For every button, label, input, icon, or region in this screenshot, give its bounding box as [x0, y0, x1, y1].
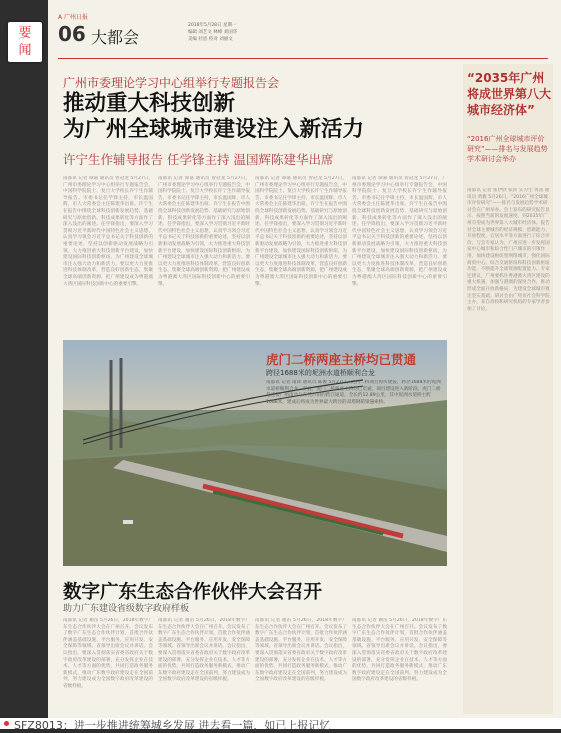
masthead-tag: A 广州日报 [58, 14, 89, 21]
page-number: 06 [58, 22, 86, 46]
sidebar-subheadline: “2016广州全球城市评价研究”——排名与发展趋势学术研讨会举办 [467, 135, 548, 163]
photo-caption-subtitle: 跨径1688米的坭洲水道桥顺利合龙 [266, 369, 375, 377]
lead-body-col4: 南都讯 记者 谭嘉 通讯员 曾冠龙 5月27日，广州市委理论学习中心组举行专题报告会，中国科学院院士、复旦大学校长许宁生作辅导报告。市委书记任学锋主持，市长温国辉，市人大常委会主任陈建华出席。许宁生在报告中围绕全球科技创新发展趋势、基础研究与原始创新、科技成果转化等方面作了深入浅出的阐述。任学锋指出，要深入学习贯彻习近平新时代中国特色社会主义思想，认真学习领会习近平总书记关于科技创新的重要论述，坚持以创新驱动发展战略为引领，大力推进重大科技创新平台建设，加快建设国际科技创新枢纽，为广州建设全球城市注入强大动力和新活力。要以更大力度推进科技体制改革，营造良好创新生态，集聚全球高端创新资源，把广州建设成为粤港澳大湾区国际科技创新中心的重要引擎。 [352, 176, 447, 287]
lead-kicker: 广州市委理论学习中心组举行专题报告会 [63, 76, 280, 90]
page-meta-design: 美编 杜恩 校对 刘丽文 [188, 37, 233, 42]
bottom-status-text[interactable]: SFZ8013：进一步推进统筹城乡发展 进去看一篇，如已上报记忆 [14, 719, 331, 732]
page-header [58, 8, 548, 56]
second-subheadline: 助力广东建设省级数字政府样板 [63, 604, 190, 614]
page-meta-date: 2018年5月28日 星期一 [188, 23, 237, 28]
second-body-col3: 南都讯 记者 谢苗 5月26日，2018年数字广东生态合作伙伴大会在广州召开。会议发布了数字广东生态合作伙伴计划，首批合作伙伴涵盖基础设施、平台服务、应用开发、安全保障等领域。省领导出席会议并讲话。会议指出，要深入贯彻落实省委省政府关于数字政府改革建设的部署，充分发挥企业在技术、人才等方面的优势，共同打造政务服务新模式，推动广东数字政府建设走在全国前列，努力建设成为全国数字政府改革建设的省级样板。 [255, 618, 347, 683]
photo-caption-title: 虎门二桥两座主桥均已贯通 [266, 352, 417, 367]
section-badge[interactable] [8, 22, 42, 62]
sidebar-article [463, 64, 553, 714]
lead-headline [63, 91, 364, 143]
second-headline: 数字广东生态合作伙伴大会召开 [63, 582, 323, 603]
lead-headline-line2: 为广州全球城市建设注入新活力 [63, 117, 365, 142]
newspaper-page [48, 0, 561, 718]
second-body-col4: 南都讯 记者 谢苗 5月26日，2018年数字广东生态合作伙伴大会在广州召开。会议发布了数字广东生态合作伙伴计划，首批合作伙伴涵盖基础设施、平台服务、应用开发、安全保障等领域。省领导出席会议并讲话。会议指出，要深入贯彻落实省委省政府关于数字政府改革建设的部署，充分发挥企业在技术、人才等方面的优势，共同打造政务服务新模式，推动广东数字政府建设走在全国前列，努力建设成为全国数字政府改革建设的省级样板。 [352, 618, 447, 683]
status-dot-icon [4, 721, 9, 726]
bottom-status-bar [0, 718, 561, 732]
lead-body-col2: 南都讯 记者 谭嘉 通讯员 曾冠龙 5月27日，广州市委理论学习中心组举行专题报告会，中国科学院院士、复旦大学校长许宁生作辅导报告。市委书记任学锋主持，市长温国辉，市人大常委会主任陈建华出席。许宁生在报告中围绕全球科技创新发展趋势、基础研究与原始创新、科技成果转化等方面作了深入浅出的阐述。任学锋指出，要深入学习贯彻习近平新时代中国特色社会主义思想，认真学习领会习近平总书记关于科技创新的重要论述，坚持以创新驱动发展战略为引领，大力推进重大科技创新平台建设，加快建设国际科技创新枢纽，为广州建设全球城市注入强大动力和新活力。要以更大力度推进科技体制改革，营造良好创新生态，集聚全球高端创新资源，把广州建设成为粤港澳大湾区国际科技创新中心的重要引擎。 [158, 176, 250, 287]
left-rail [0, 0, 48, 729]
lead-body-col1: 南都讯 记者 谭嘉 通讯员 曾冠龙 5月27日，广州市委理论学习中心组举行专题报告会，中国科学院院士、复旦大学校长许宁生作辅导报告。市委书记任学锋主持，市长温国辉，市人大常委会主任陈建华出席。许宁生在报告中围绕全球科技创新发展趋势、基础研究与原始创新、科技成果转化等方面作了深入浅出的阐述。任学锋指出，要深入学习贯彻习近平新时代中国特色社会主义思想，认真学习领会习近平总书记关于科技创新的重要论述，坚持以创新驱动发展战略为引领，大力推进重大科技创新平台建设，加快建设国际科技创新枢纽，为广州建设全球城市注入强大动力和新活力。要以更大力度推进科技体制改革，营造良好创新生态，集聚全球高端创新资源，把广州建设成为粤港澳大湾区国际科技创新中心的重要引擎。 [63, 176, 153, 287]
bridge-photo [63, 340, 447, 566]
lead-subheadline: 许宁生作辅导报告 任学锋主持 温国辉陈建华出席 [63, 152, 334, 167]
second-body-col2: 南都讯 记者 谢苗 5月26日，2018年数字广东生态合作伙伴大会在广州召开。会议发布了数字广东生态合作伙伴计划，首批合作伙伴涵盖基础设施、平台服务、应用开发、安全保障等领域。省领导出席会议并讲话。会议指出，要深入贯彻落实省委省政府关于数字政府改革建设的部署，充分发挥企业在技术、人才等方面的优势，共同打造政务服务新模式，推动广东数字政府建设走在全国前列，努力建设成为全国数字政府改革建设的省级样板。 [158, 618, 250, 683]
lead-body-col3: 南都讯 记者 谭嘉 通讯员 曾冠龙 5月27日，广州市委理论学习中心组举行专题报告会，中国科学院院士、复旦大学校长许宁生作辅导报告。市委书记任学锋主持，市长温国辉，市人大常委会主任陈建华出席。许宁生在报告中围绕全球科技创新发展趋势、基础研究与原始创新、科技成果转化等方面作了深入浅出的阐述。任学锋指出，要深入学习贯彻习近平新时代中国特色社会主义思想，认真学习领会习近平总书记关于科技创新的重要论述，坚持以创新驱动发展战略为引领，大力推进重大科技创新平台建设，加快建设国际科技创新枢纽，为广州建设全球城市注入强大动力和新活力。要以更大力度推进科技体制改革，营造良好创新生态，集聚全球高端创新资源，把广州建设成为粤港澳大湾区国际科技创新中心的重要引擎。 [255, 176, 347, 287]
page-meta-editors: 编辑 刘艺文 林峰 刘国华 [188, 30, 238, 35]
bridge-illustration [63, 340, 447, 566]
section-badge-label: 要闻 [18, 26, 32, 58]
page-meta [188, 22, 308, 43]
section-title: 大都会 [91, 28, 140, 47]
lead-headline-line1: 推动重大科技创新 [63, 91, 236, 116]
sidebar-headline: “2035年广州将成世界第八大城市经济体” [467, 71, 552, 117]
photo-caption-body: 南都讯 记者 南锋 通讯员 陈俊 5月27日，虎门二桥项目再传捷报，跨径1688米的坭洲水道桥顺利合龙。至此，虎门二桥两座主桥均已贯通，项目建设进入新阶段。虎门二桥是连接广州南沙与东莞沙田的跨江通道，全长约12.89公里，其中坭洲水道桥主跨1688米，建成后将成为世界最大跨径的双塔钢箱梁悬索桥。 [266, 380, 441, 405]
sidebar-body: 南都讯 记者 张伊欣 张沛 实习生 黄茜 通讯员 黄雅 5月26日，“2016广州全球城市评价研究”——排名与发展趋势学术研讨会在广州举办。会上发布的研究报告显示，按照当前的发展速度，到2035年广州有望成为世界第八大城市经济体。报告对全球主要城市的经济规模、创新能力、开放程度、宜居水平等方面进行了综合评价。与会专家认为，广州应进一步发挥国家中心城市和综合性门户城市的引领作用，加快建设枢纽型网络城市，强化国际商贸中心、综合交通枢纽和科技创新枢纽功能，不断提升全球资源配置能力。专家还建议，广州要抓住粤港澳大湾区建设的重大机遇，加强与港澳的深度合作，推动形成全面开放新格局，为建设全球城市奠定坚实基础。研讨会由广州市社会科学院主办，来自高校和研究机构的专家学者参加了讨论。 [467, 188, 550, 312]
header-rule [58, 58, 548, 59]
second-body-col1: 南都讯 记者 谢苗 5月26日，2018年数字广东生态合作伙伴大会在广州召开。会议发布了数字广东生态合作伙伴计划，首批合作伙伴涵盖基础设施、平台服务、应用开发、安全保障等领域。省领导出席会议并讲话。会议指出，要深入贯彻落实省委省政府关于数字政府改革建设的部署，充分发挥企业在技术、人才等方面的优势，共同打造政务服务新模式，推动广东数字政府建设走在全国前列，努力建设成为全国数字政府改革建设的省级样板。 [63, 618, 153, 689]
